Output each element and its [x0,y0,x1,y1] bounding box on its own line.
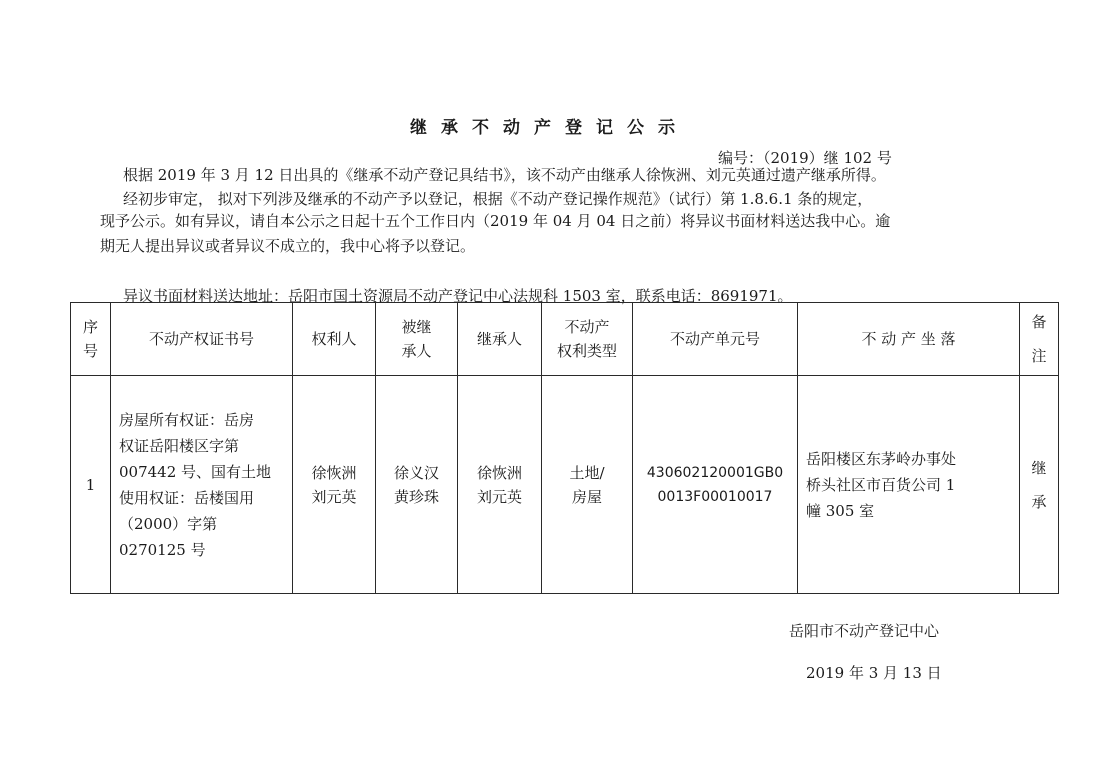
body-paragraph-line: 现予公示。如有异议，请自本公示之日起十五个工作日内（2019 年 04 月 04 日之前）将异议书面材料送达我中心。逾 [100,212,891,230]
body-paragraph-line: 期无人提出异议或者异议不成立的，我中心将予以登记。 [100,237,476,255]
document-title: 继承不动产登记公示 [410,118,689,138]
header-seq [71,303,111,376]
cell-right-type [542,376,633,594]
cell-cert-no [111,376,293,594]
header-right-type [542,303,633,376]
cell-decedent [376,376,458,594]
cell-remark [1020,376,1059,594]
right-holder-name: 刘元英 [311,487,357,506]
body-paragraph-line: 根据 2019 年 3 月 12 日出具的《继承不动产登记具结书》，该不动产由继承人徐恢洲、刘元英通过遗产继承所得。 [123,166,886,184]
unit-no-line: 0013F00010017 [657,488,773,505]
registration-table [70,302,1059,594]
objection-address-line: 异议书面材料送达地址：岳阳市国土资源局不动产登记中心法规科 1503 室，联系电话：8691971。 [123,287,793,305]
table-header-row [71,303,1059,376]
cert-no-line: 权证岳阳楼区字第 [119,436,240,455]
header-right-holder: 权利人 [293,303,376,376]
location-line: 岳阳楼区东茅岭办事处 [806,449,957,468]
header-right-type-line1: 不动产 [564,318,610,336]
decedent-name: 徐义汉 [393,463,439,482]
unit-no-line: 430602120001GB0 [646,464,784,481]
cell-heir [458,376,542,594]
right-type-line: 土地/ [569,463,605,482]
header-decedent [376,303,458,376]
cert-no-line: 0270125 号 [119,540,206,559]
header-location: 不 动 产 坐 落 [798,303,1020,376]
header-decedent-line1: 被继 [401,318,432,336]
table-row [71,376,1059,594]
header-heir: 继承人 [458,303,542,376]
body-paragraph-line: 经初步审定， 拟对下列涉及继承的不动产予以登记，根据《不动产登记操作规范》（试行）第 1.8.6.1 条的规定， [123,190,873,208]
header-remark-line1: 备 [1031,313,1047,331]
header-right-type-line2: 权利类型 [556,342,617,360]
header-unit-no: 不动产单元号 [633,303,798,376]
header-remark-line2: 注 [1031,347,1047,365]
right-type-line: 房屋 [571,487,602,506]
issuing-organization: 岳阳市不动产登记中心 [789,622,940,640]
cell-seq: 1 [71,376,111,594]
right-holder-name: 徐恢洲 [311,463,357,482]
cert-no-line: （2000）字第 [119,514,218,533]
document-number: 编号：（2019）继 102 号 [718,149,892,167]
heir-name: 徐恢洲 [476,463,522,482]
header-cert-no: 不动产权证书号 [111,303,293,376]
header-seq-line2: 号 [82,342,98,360]
decedent-name: 黄珍珠 [393,487,439,506]
header-decedent-line2: 承人 [401,342,432,360]
cell-unit-no [633,376,798,594]
cert-no-line: 房屋所有权证：岳房 [119,410,255,429]
issue-date: 2019 年 3 月 13 日 [806,664,942,682]
remark-line: 承 [1031,492,1047,511]
location-line: 幢 305 室 [806,501,875,520]
remark-line: 继 [1031,458,1047,477]
cell-location [798,376,1020,594]
cert-no-line: 007442 号、国有土地 [119,462,272,481]
cell-right-holder [293,376,376,594]
cert-no-line: 使用权证：岳楼国用 [119,488,255,507]
header-remark [1020,303,1059,376]
header-seq-line1: 序 [82,318,98,336]
location-line: 桥头社区市百货公司 1 [806,475,956,494]
heir-name: 刘元英 [476,487,522,506]
